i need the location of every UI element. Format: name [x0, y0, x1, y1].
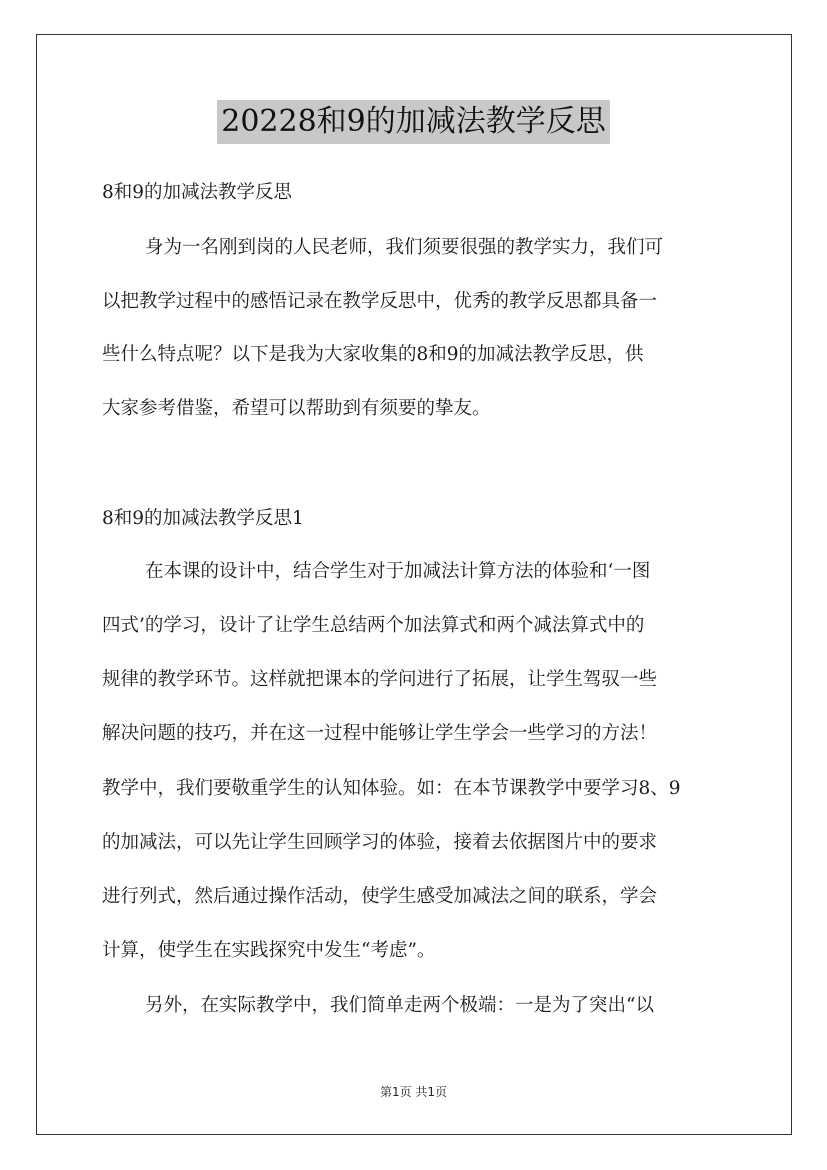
- body-line-2: 四式’的学习，设计了让学生总结两个加法算式和两个减法算式中的: [102, 615, 645, 636]
- subtitle: 8和9的加减法教学反思: [102, 182, 293, 203]
- body-line-6: 的加减法，可以先让学生回顾学习的体验，接着去依据图片中的要求: [102, 832, 658, 853]
- body-line-7: 进行列式，然后通过操作活动，使学生感受加减法之间的联系，学会: [102, 886, 658, 907]
- body-line-5: 教学中，我们要敬重学生的认知体验。如：在本节课教学中要学习8、9: [102, 778, 681, 799]
- body-line-4: 解决问题的技巧，并在这一过程中能够让学生学会一些学习的方法！: [102, 723, 658, 744]
- body-last-line: 另外，在实际教学中，我们简单走两个极端：一是为了突出“以: [145, 995, 654, 1016]
- body-line-1: 在本课的设计中，结合学生对于加减法计算方法的体验和‘一图: [145, 561, 651, 582]
- intro-line-1: 身为一名刚到岗的人民老师，我们须要很强的教学实力，我们可: [145, 237, 664, 258]
- intro-line-3: 些什么特点呢？以下是我为大家收集的8和9的加减法教学反思，供: [102, 344, 644, 365]
- document-title: 20228和9的加减法教学反思: [217, 100, 610, 144]
- body-line-8: 计算，使学生在实践探究中发生“考虑”。: [102, 940, 436, 961]
- intro-line-2: 以把教学过程中的感悟记录在教学反思中，优秀的教学反思都具备一: [102, 291, 658, 312]
- body-line-3: 规律的教学环节。这样就把课本的学问进行了拓展，让学生驾驭一些: [102, 669, 658, 690]
- page-footer: 第1页 共1页: [379, 1085, 448, 1099]
- title-wrapper: [0, 100, 827, 144]
- section-heading: 8和9的加减法教学反思1: [102, 508, 304, 529]
- intro-line-4: 大家参考借鉴，希望可以帮助到有须要的挚友。: [102, 398, 491, 419]
